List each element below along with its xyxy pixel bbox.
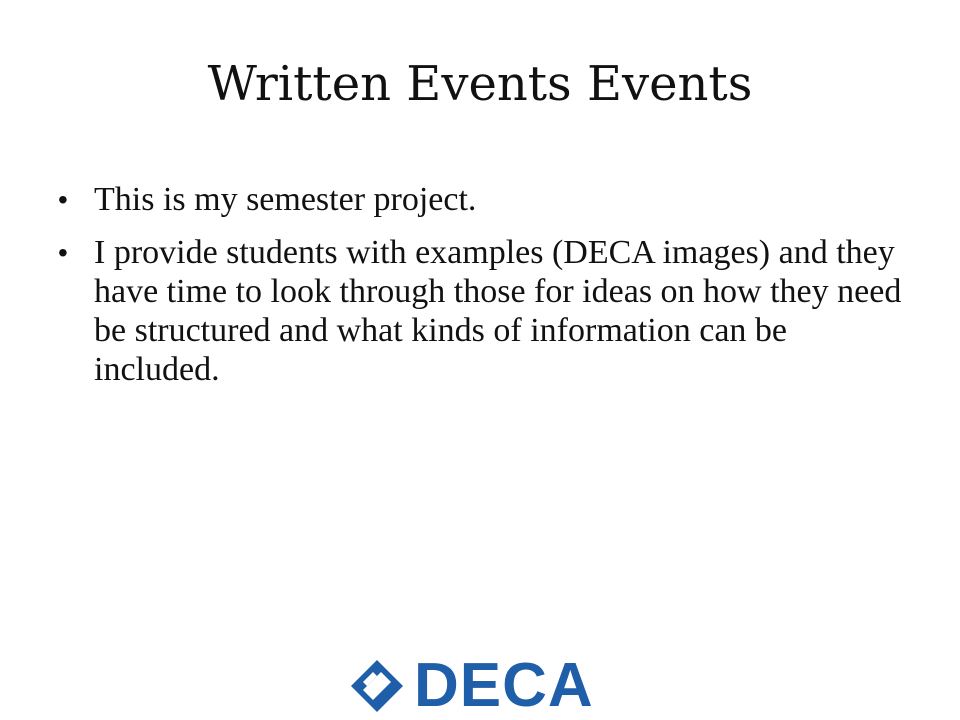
bullet-list: [58, 180, 918, 403]
bullet-marker: •: [58, 184, 68, 215]
deca-logo-text: DECA: [414, 651, 594, 720]
slide-title: Written Events Events: [207, 56, 753, 112]
bullet-item: [58, 180, 918, 219]
bullet-text: This is my semester project.: [94, 181, 477, 218]
bullet-item: [58, 233, 918, 389]
bullet-marker: •: [58, 237, 68, 268]
deca-logo: [348, 651, 594, 720]
deca-diamond-icon: [348, 657, 406, 715]
bullet-text: I provide students with examples (DECA images) and they have time to look through those for ideas on how they need be structured and what kinds of information can be included.: [94, 234, 902, 388]
